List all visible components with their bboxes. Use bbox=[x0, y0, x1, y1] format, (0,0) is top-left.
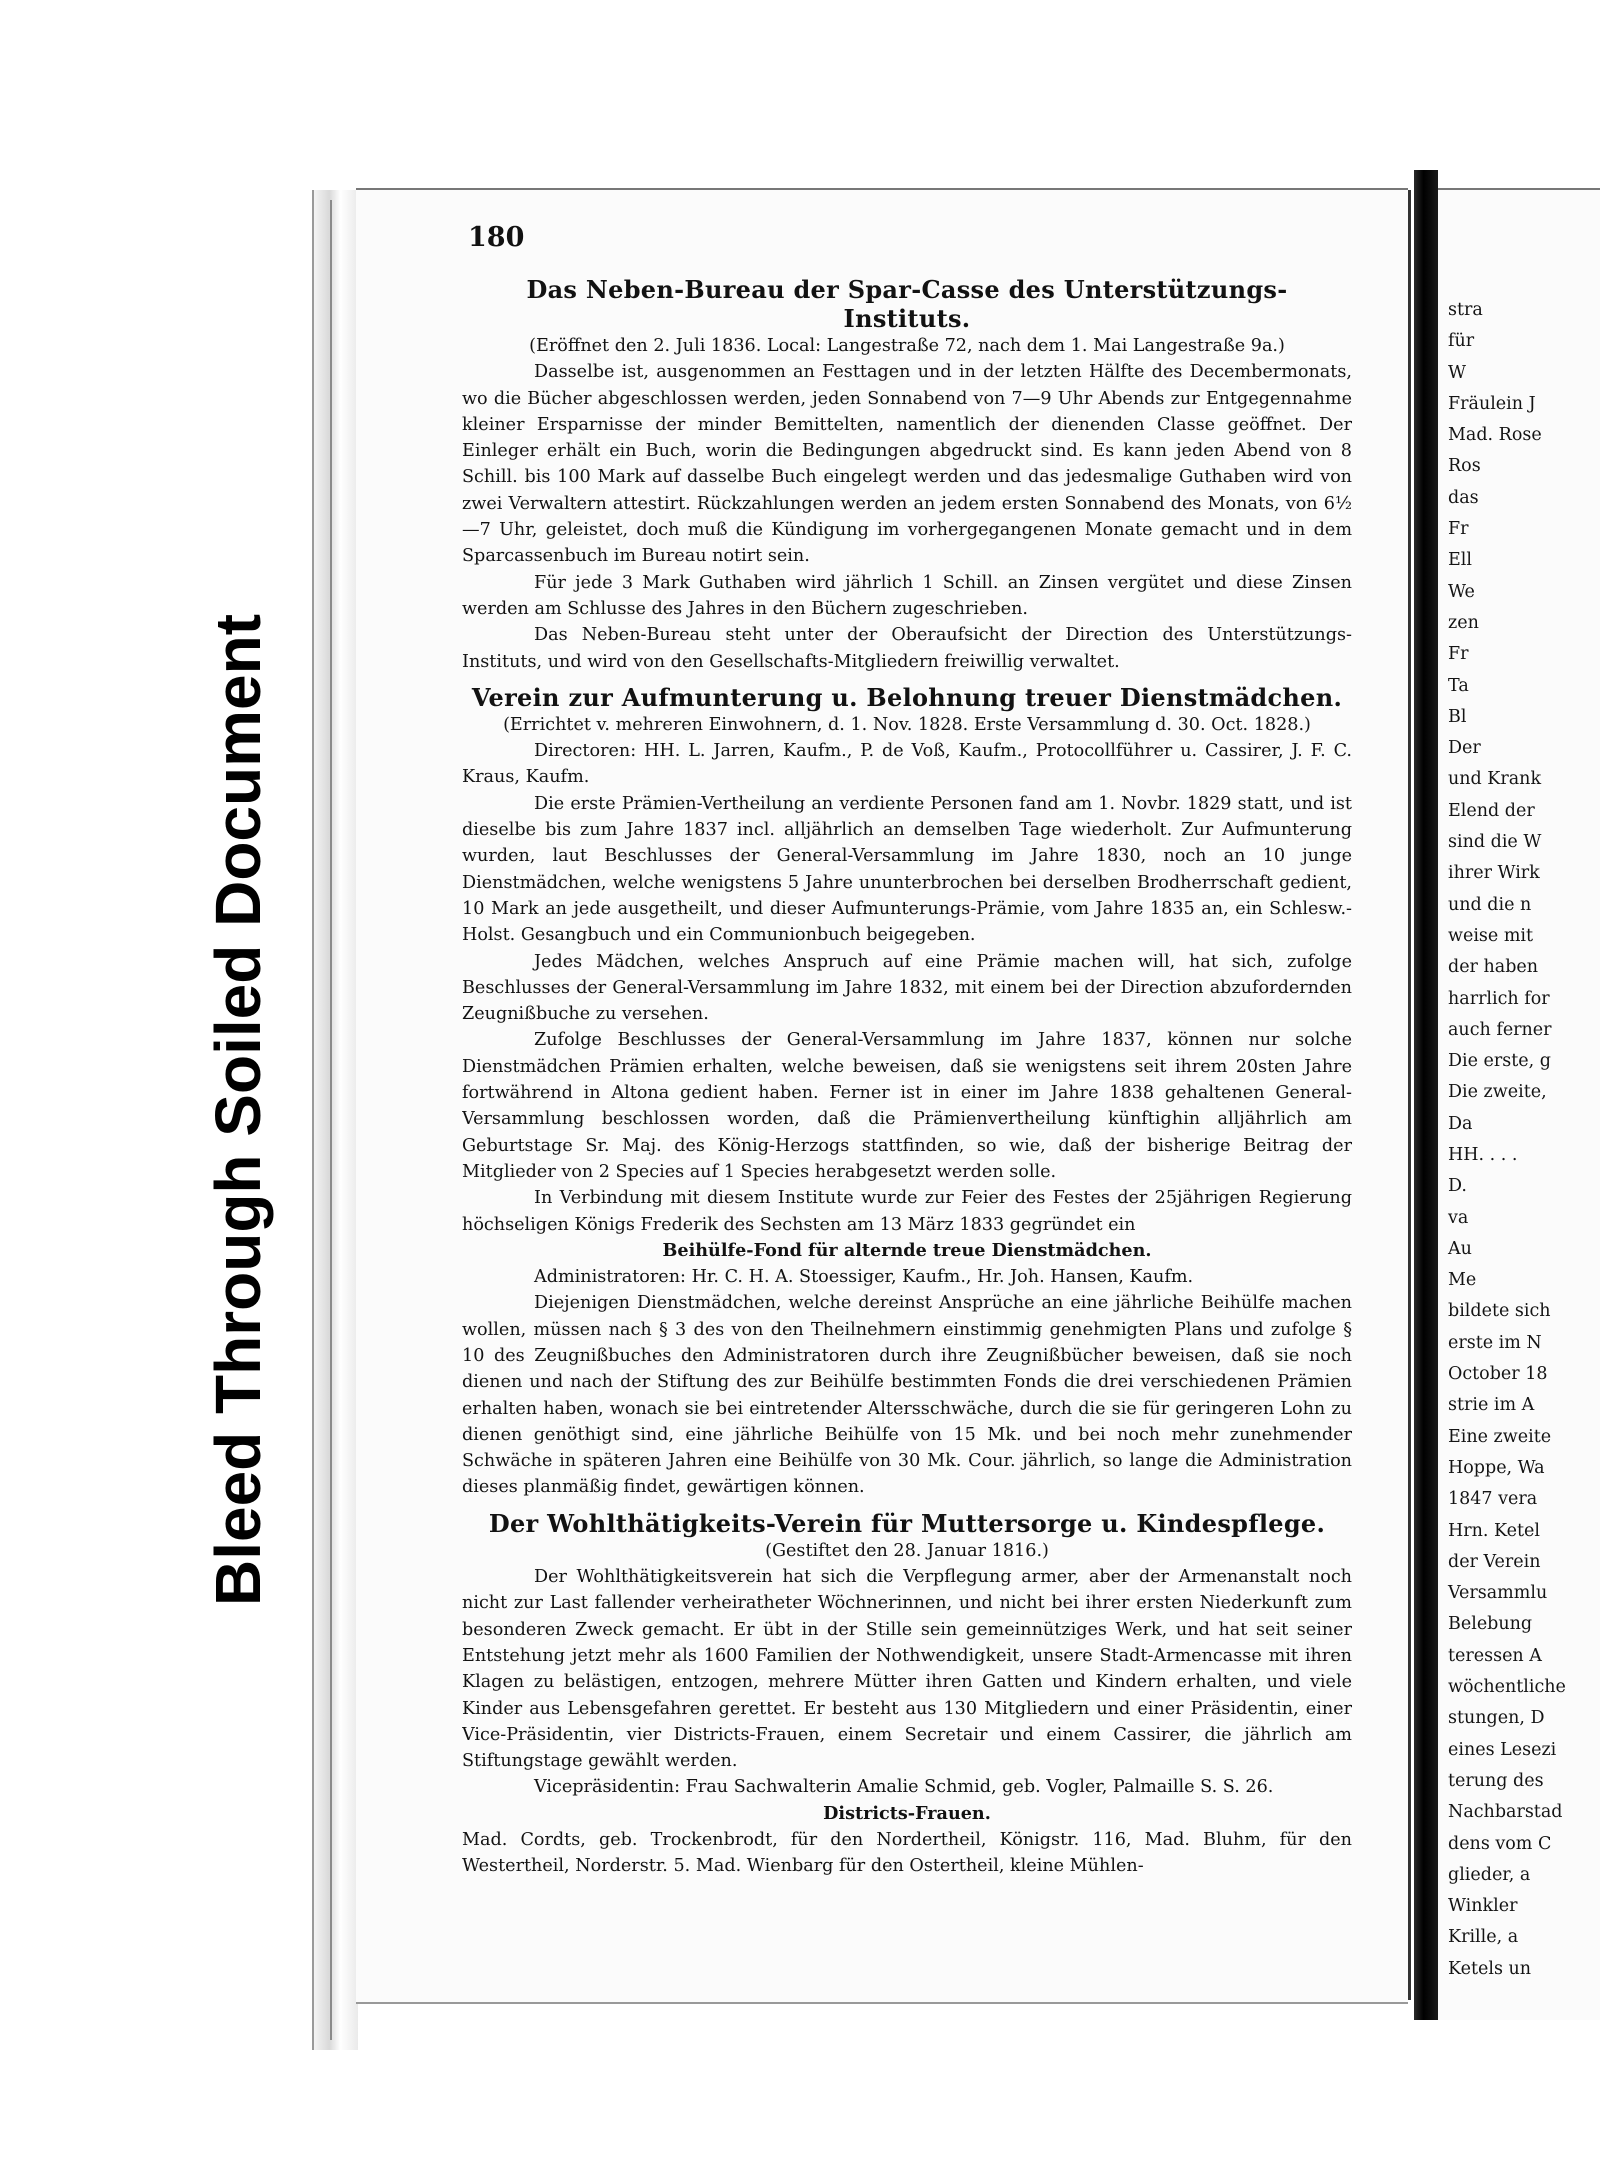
opposite-page-fragment: erste im N bbox=[1448, 1332, 1542, 1353]
section-heading: Der Wohlthätigkeits-Verein für Muttersorge u. Kindespflege. bbox=[488, 1508, 1326, 1538]
opposite-page-fragment: Da bbox=[1448, 1113, 1473, 1134]
opposite-page-fragment: für bbox=[1448, 331, 1475, 352]
opposite-page-fragment: Winkler bbox=[1448, 1896, 1518, 1917]
district-title: Districts-Frauen. bbox=[823, 1802, 991, 1824]
page-text bbox=[462, 275, 1352, 2025]
section-heading: Das Neben-Bureau der Spar-Casse des Unterstützungs- bbox=[526, 275, 1288, 304]
opposite-page-fragment: zen bbox=[1448, 612, 1479, 633]
opposite-page-fragment: Die erste, g bbox=[1448, 1051, 1551, 1072]
opposite-page bbox=[1438, 188, 1600, 2020]
opposite-page-fragment: ihrer Wirk bbox=[1448, 863, 1540, 884]
section-spar-casse bbox=[462, 275, 1352, 675]
opposite-page-fragment: harrlich for bbox=[1448, 988, 1550, 1009]
paragraph: In Verbindung mit diesem Institute wurde zur Feier des Festes der 25jährigen Regierung höchseligen Königs Frederik des Sechsten am 13 März 1833 gegründet ein bbox=[462, 1188, 1352, 1235]
opposite-page-fragment: der Verein bbox=[1448, 1551, 1541, 1572]
bleed-through-label: Bleed Through Soiled Document bbox=[202, 613, 274, 1607]
section-heading: Instituts. bbox=[843, 304, 971, 333]
opposite-page-fragment: Ketels un bbox=[1448, 1958, 1532, 1979]
opposite-page-fragment: dens vom C bbox=[1448, 1833, 1552, 1854]
opposite-page-fragment: Mad. Rose bbox=[1448, 425, 1542, 446]
section-heading: Verein zur Aufmunterung u. Belohnung treuer Dienstmädchen. bbox=[471, 682, 1343, 712]
opposite-page-fragment: strie im A bbox=[1448, 1395, 1535, 1416]
opposite-page-fragment: Ell bbox=[1448, 550, 1472, 571]
opposite-page-fragment: und die n bbox=[1448, 894, 1532, 915]
opposite-page-fragment: Ros bbox=[1448, 456, 1481, 477]
paragraph: Für jede 3 Mark Guthaben wird jährlich 1 Schill. an Zinsen vergütet und diese Zinsen werden am Schlusse des Jahres in den Büchern zugeschrieben. bbox=[462, 572, 1352, 619]
opposite-page-fragment: und Krank bbox=[1448, 769, 1542, 790]
vice-president-line: Vicepräsidentin: Frau Sachwalterin Amalie Schmid, geb. Vogler, Palmaille S. S. 26. bbox=[534, 1777, 1274, 1798]
opposite-page-fragment: Versammlu bbox=[1448, 1583, 1548, 1604]
opposite-page-fragment: der haben bbox=[1448, 957, 1539, 978]
paragraph: Die erste Prämien-Vertheilung an verdiente Personen fand am 1. Novbr. 1829 statt, und ist dieselbe bis zum Jahre 1837 incl. alljährlich an demselben Tage wiederholt. Zur Aufmunterung wurden, laut Beschlusses der General-Versammlung im Jahre 1830, noch an 10 junge Dienstmädchen, welche wenigstens 5 Jahre ununterbrochen bei derselben Brodherrschaft gedient, 10 Mark an jede ausgetheilt, und dieser Aufmunterungs-Prämie, vom Jahre 1835 an, ein Schlesw.-Holst. Gesangbuch und ein Communionbuch beigegeben. bbox=[462, 793, 1352, 946]
opposite-page-fragment: Nachbarstad bbox=[1448, 1802, 1563, 1823]
opposite-page-fragment: 1847 vera bbox=[1448, 1489, 1538, 1510]
opposite-page-fragment: Elend der bbox=[1448, 800, 1535, 821]
opposite-page-fragment: weise mit bbox=[1448, 925, 1534, 946]
opposite-page-fragment: Eine zweite bbox=[1448, 1426, 1552, 1447]
opposite-page-fragment: Hrn. Ketel bbox=[1448, 1520, 1540, 1541]
opposite-page-fragment: Au bbox=[1448, 1238, 1472, 1259]
paragraph: Der Wohlthätigkeitsverein hat sich die Verpflegung armer, aber der Armenanstalt noch nicht zur Last fallender verheiratheter Wöchnerinnen, und nicht bei ihrer ersten Niederkunft zum besonderen Zweck gemacht. Er übt in der Stille sein gemeinnütziges Werk, und hat seit seiner Entstehung jetzt mehr als 1600 Familien der Nothwendigkeit, unsere Stadt-Armencasse mit ihren Klagen zu belästigen, entzogen, mehrere Mütter ihren Gatten und Kindern erhalten, und viele Kinder aus Lebensgefahren gerettet. Er besteht aus 130 Mitgliedern und einer Präsidentin, einer Vice-Präsidentin, vier Districts-Frauen, einem Secretair und einem Cassirer, die jährlich am Stiftungstage gewählt werden. bbox=[462, 1567, 1352, 1772]
opposite-page-fragment: Die zweite, bbox=[1448, 1082, 1547, 1103]
administrators-line: Administratoren: Hr. C. H. A. Stoessiger, Kaufm., Hr. Joh. Hansen, Kaufm. bbox=[534, 1267, 1194, 1288]
paragraph: Das Neben-Bureau steht unter der Oberaufsicht der Direction des Unterstützungs-Instituts, und wird von den Gesellschafts-Mitgliedern freiwillig verwaltet. bbox=[462, 625, 1352, 672]
page-edge-line bbox=[330, 200, 332, 2040]
opposite-page-fragment: Me bbox=[1448, 1270, 1477, 1291]
paragraph: Zufolge Beschlusses der General-Versammlung im Jahre 1837, können nur solche Dienstmädchen Prämien erhalten, welche beweisen, daß sie wenigstens seit ihrem 20sten Jahre fortwährend in Altona gedient haben. Ferner ist in einer im Jahre 1838 gehaltenen General-Versammlung beschlossen worden, daß die Prämienvertheilung künftighin alljährlich am Geburtstage Sr. Maj. des König-Herzogs stattfinden, so wie, daß der bisherige Beitrag der Mitglieder von 2 Species auf 1 Species herabgesetzt werden solle. bbox=[462, 1030, 1352, 1182]
opposite-page-fragment: Belebung bbox=[1448, 1614, 1533, 1635]
opposite-page-fragment: W bbox=[1448, 362, 1466, 383]
paragraph: Dasselbe ist, ausgenommen an Festtagen und in der letzten Hälfte des Decembermonats, wo die Bücher abgeschlossen werden, jeden Sonnabend von 7—9 Uhr Abends zur Entgegennahme kleiner Ersparnisse der minder Bemittelten, namentlich der dienenden Classe geöffnet. Der Einleger erhält ein Buch, worin die Bedingungen abgedruckt sind. Es kann jeden Abend von 8 Schill. bis 100 Mark auf dasselbe Buch eingelegt werden und das jedesmalige Guthaben wird von zwei Verwaltern attestirt. Rückzahlungen werden an jedem ersten Sonnabend des Monats, von 6½—7 Uhr, geleistet, doch muß die Kündigung im vorhergegangenen Monate gemacht und in dem Sparcassenbuch im Bureau notirt sein. bbox=[462, 362, 1352, 567]
district-text: Mad. Cordts, geb. Trockenbrodt, für den Nordertheil, Königstr. 116, Mad. Bluhm, für den Westertheil, Norderstr. 5. Mad. Wienbarg für den Ostertheil, kleine Mühlen- bbox=[462, 1830, 1352, 1877]
opposite-page-fragment: bildete sich bbox=[1448, 1301, 1551, 1322]
section-subtitle: (Eröffnet den 2. Juli 1836. Local: Langestraße 72, nach dem 1. Mai Langestraße 9a.) bbox=[529, 336, 1285, 356]
opposite-page-fragment: Fr bbox=[1448, 519, 1469, 540]
section-dienstmaedchen-verein bbox=[462, 683, 1352, 1501]
opposite-page-fragment: wöchentliche bbox=[1448, 1677, 1566, 1698]
opposite-page-fragment: D. bbox=[1448, 1176, 1467, 1197]
opposite-page-fragment: stra bbox=[1448, 300, 1483, 320]
section-subtitle: (Errichtet v. mehreren Einwohnern, d. 1. Nov. 1828. Erste Versammlung d. 30. Oct. 1828.) bbox=[503, 714, 1311, 735]
opposite-page-fragment: HH. . . . bbox=[1448, 1145, 1518, 1165]
opposite-page-fragment: eines Lesezi bbox=[1448, 1739, 1557, 1760]
paragraph: Jedes Mädchen, welches Anspruch auf eine Prämie machen will, hat sich, zufolge Beschlusses der General-Versammlung im Jahre 1832, mit einem bei der Direction abzufordernden Zeugnißbuche zu versehen. bbox=[462, 951, 1352, 1025]
opposite-page-fragment: sind die W bbox=[1448, 832, 1542, 853]
paragraph: Diejenigen Dienstmädchen, welche dereinst Ansprüche an eine jährliche Beihülfe machen wollen, müssen nach § 3 des von den Theilnehmern einstimmig genehmigten Plans und zufolge § 10 des Zeugnißbuches den Administratoren durch ihre Zeugnißbücher beweisen, daß sie noch dienen und nach der Stiftung des zur Beihülfe bestimmten Fonds die drei verschiedenen Prämien erhalten haben, wonach sie bei eintretender Altersschwäche, durch die sie für geringeren Lohn zu dienen genöthigt sind, eine jährliche Beihülfe von 15 Mk. und bei noch mehr zunehmender Schwäche in späteren Jahren eine Beihülfe von 30 Mk. Cour. jährlich, so lange die Administration dieses planmäßig findet, gewärtigen können. bbox=[462, 1293, 1352, 1498]
gutter-line bbox=[1408, 190, 1411, 2000]
page-edge-shadow bbox=[312, 190, 358, 2050]
opposite-page-fragment: Bl bbox=[1448, 706, 1467, 727]
opposite-page-fragment: glieder, a bbox=[1448, 1864, 1531, 1885]
opposite-page-fragment: Der bbox=[1448, 738, 1481, 759]
section-wohlthaetigkeits-verein bbox=[462, 1509, 1352, 1880]
opposite-page-fragment: Krille, a bbox=[1448, 1927, 1519, 1948]
fund-title: Beihülfe-Fond für alternde treue Dienstmädchen. bbox=[662, 1239, 1152, 1261]
opposite-page-fragment: Fräulein J bbox=[1448, 393, 1536, 414]
directors-line: Directoren: HH. L. Jarren, Kaufm., P. de Voß, Kaufm., Protocollführer u. Cassirer, J. F. C. Kraus, Kaufm. bbox=[462, 741, 1352, 788]
opposite-page-fragment: October 18 bbox=[1448, 1364, 1548, 1385]
opposite-page-fragment: Hoppe, Wa bbox=[1448, 1457, 1545, 1478]
opposite-page-fragment: terung des bbox=[1448, 1770, 1544, 1791]
opposite-page-fragment: das bbox=[1448, 487, 1479, 508]
book-binding bbox=[1414, 170, 1438, 2020]
section-subtitle: (Gestiftet den 28. Januar 1816.) bbox=[765, 1540, 1049, 1561]
opposite-page-fragment: Fr bbox=[1448, 644, 1469, 665]
page-number: 180 bbox=[468, 222, 525, 253]
opposite-page-fragment: auch ferner bbox=[1448, 1019, 1552, 1040]
opposite-page-fragment: va bbox=[1448, 1207, 1469, 1228]
opposite-page-fragment: We bbox=[1448, 581, 1475, 602]
opposite-page-fragment: Ta bbox=[1448, 675, 1469, 696]
opposite-page-fragment: stungen, D bbox=[1448, 1708, 1545, 1729]
opposite-page-fragment: teressen A bbox=[1448, 1645, 1542, 1666]
